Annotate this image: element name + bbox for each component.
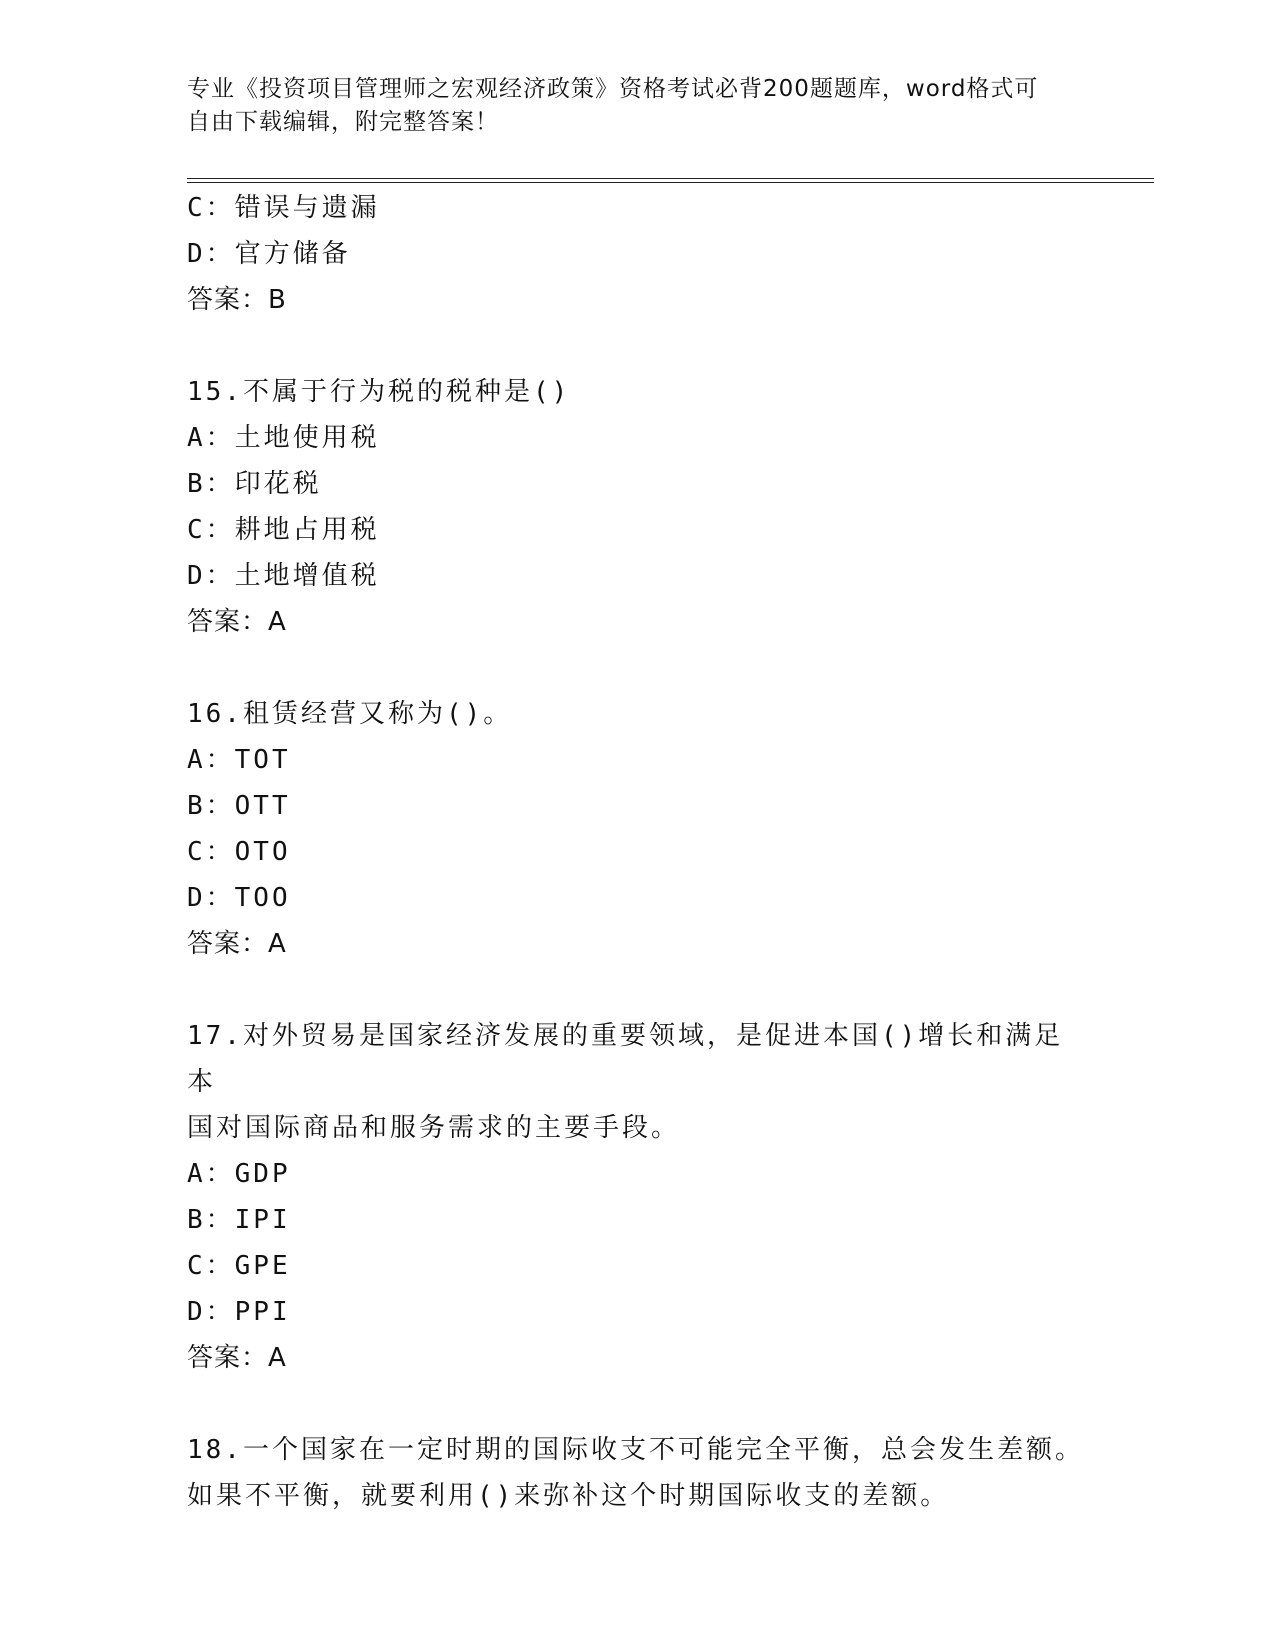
question-stem-line-2: 如果不平衡，就要利用()来弥补这个时期国际收支的差额。 bbox=[187, 1481, 950, 1511]
option-c: C：耕地占用税 bbox=[187, 515, 380, 545]
answer-text: 答案：A bbox=[187, 929, 287, 959]
answer-text: 答案：B bbox=[187, 285, 287, 315]
option-d: D：PPI bbox=[187, 1297, 291, 1327]
option-b: B：印花税 bbox=[187, 469, 322, 499]
header-line-2: 自由下载编辑，附完整答案！ bbox=[187, 109, 499, 135]
option-a: A：土地使用税 bbox=[187, 423, 380, 453]
header-line-1: 专业《投资项目管理师之宏观经济政策》资格考试必背200题题库，word格式可 bbox=[187, 76, 1039, 102]
answer-text: 答案：A bbox=[187, 1343, 287, 1373]
option-a: A：TOT bbox=[187, 745, 291, 775]
question-block-16 bbox=[187, 691, 1087, 967]
question-block-17 bbox=[187, 1013, 1087, 1381]
document-header bbox=[187, 73, 1067, 139]
question-stem: 16.租赁经营又称为()。 bbox=[187, 699, 513, 729]
option-a: A：GDP bbox=[187, 1159, 291, 1189]
header-divider-top bbox=[187, 178, 1154, 179]
option-c: C：OTO bbox=[187, 837, 291, 867]
option-d: D：官方储备 bbox=[187, 239, 351, 269]
question-list bbox=[187, 185, 1087, 1519]
option-b: B：OTT bbox=[187, 791, 291, 821]
option-b: B：IPI bbox=[187, 1205, 291, 1235]
option-c: C：GPE bbox=[187, 1251, 291, 1281]
answer-text: 答案：A bbox=[187, 607, 287, 637]
question-block-15 bbox=[187, 369, 1087, 645]
question-stem-line-1: 18.一个国家在一定时期的国际收支不可能完全平衡，总会发生差额。 bbox=[187, 1435, 1084, 1465]
option-d: D：TOO bbox=[187, 883, 291, 913]
question-stem-line-1: 17.对外贸易是国家经济发展的重要领域，是促进本国()增长和满足本 bbox=[187, 1021, 1064, 1097]
option-c: C：错误与遗漏 bbox=[187, 193, 380, 223]
header-divider-bottom bbox=[187, 182, 1154, 183]
option-d: D：土地增值税 bbox=[187, 561, 380, 591]
question-stem-line-2: 国对国际商品和服务需求的主要手段。 bbox=[187, 1113, 681, 1143]
question-block-18 bbox=[187, 1427, 1087, 1519]
question-stem: 15.不属于行为税的税种是() bbox=[187, 377, 571, 407]
question-block-14 bbox=[187, 185, 1087, 323]
